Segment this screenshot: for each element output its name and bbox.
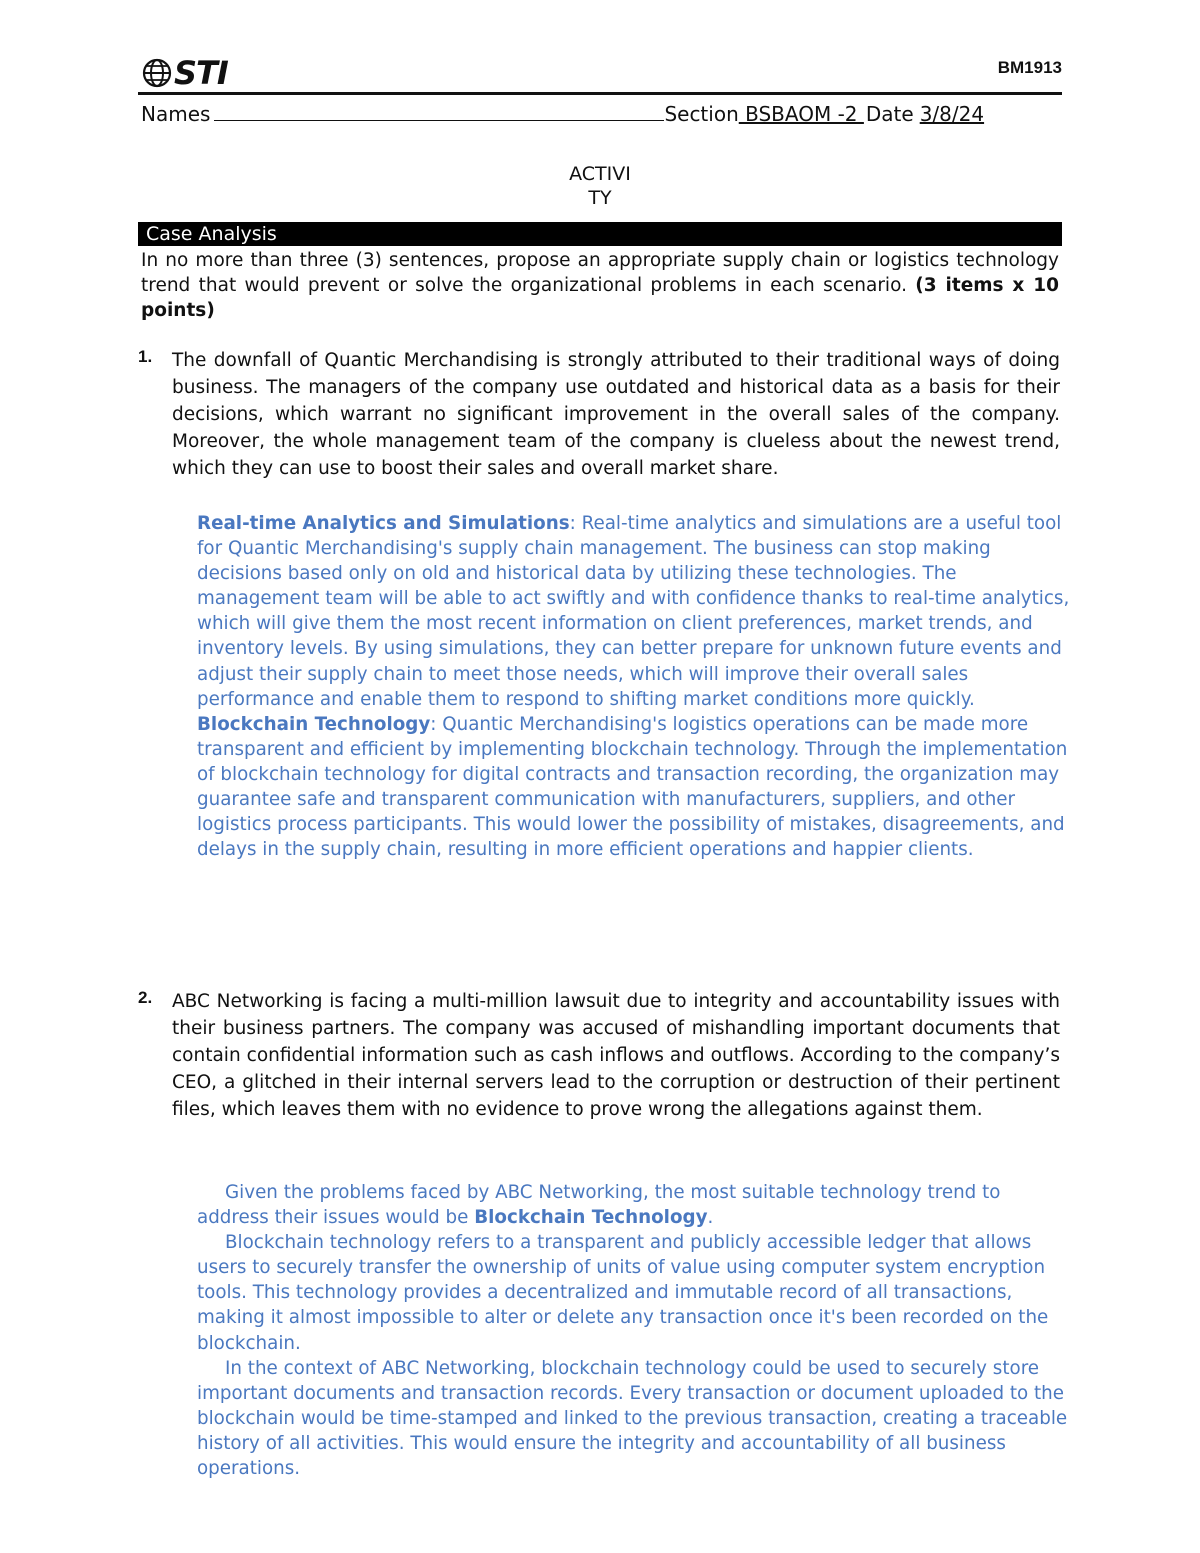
date-value: 3/8/24 [919, 102, 985, 126]
logo-text: STI [174, 54, 228, 92]
question-item-2 [138, 988, 1060, 1123]
question-text: ABC Networking is facing a multi-million lawsuit due to integrity and accountability issues with their business partners. The company was accused of mishandling important documents that contain confidential information such as cash inflows and outflows. According to the company’s CEO, a glitched in their internal servers lead to the corruption or destruction of their pertinent files, which leaves them with no evidence to prove wrong the allegations against them. [172, 991, 1060, 1120]
section-value: BSBAOM -2 [738, 102, 864, 126]
question-number: 1. [138, 347, 153, 366]
answer-text: : Real-time analytics and simulations are a useful tool for Quantic Merchandising's supply chain management. The business can stop making decisions based only on old and historical data by utilizing these technologies. The management team will be able to act swiftly and with confidence thanks to real-time analytics, which will give them the most recent information on client preferences, market trends, and inventory levels. By using simulations, they can better prepare for unknown future events and adjust their supply chain to meet those needs, which will improve their overall sales performance and enable them to respond to shifting market conditions more quickly. [197, 513, 1070, 710]
date-label: Date [865, 102, 914, 126]
answer-2 [197, 1180, 1072, 1481]
question-text: The downfall of Quantic Merchandising is strongly attributed to their traditional ways of doing business. The managers of the company use outdated and historical data as a basis for their decisions, which warrant no significant improvement in the overall sales of the company. Moreover, the whole management team of the company is clueless about the newest trend, which they can use to boost their sales and overall market share. [172, 350, 1060, 479]
answer-paragraph [197, 1180, 1072, 1230]
answer-heading: Blockchain Technology [197, 713, 431, 735]
sti-logo [142, 54, 228, 92]
answer-1 [197, 511, 1072, 862]
question-item-1 [138, 347, 1060, 482]
answer-text: Given the problems faced by ABC Networking, the most suitable technology trend to address their issues would be [197, 1182, 1001, 1229]
instructions-text: In no more than three (3) sentences, propose an appropriate supply chain or logistics technology trend that would prevent or solve the organizational problems in each scenario. [141, 250, 1059, 296]
globe-icon [142, 58, 172, 88]
section-label: Section [664, 102, 739, 126]
answer-text: : Quantic Merchandising's logistics operations can be made more transparent and efficient by implementing blockchain technology. Through the implementation of blockchain technology for digital contracts and transaction recording, the organization may guarantee safe and transparent communication with manufacturers, suppliers, and other logistics process participants. This would lower the possibility of mistakes, disagreements, and delays in the supply chain, resulting in more efficient operations and happier clients. [197, 713, 1068, 861]
answer-heading: Real-time Analytics and Simulations [197, 513, 570, 534]
activity-title-line2: TY [588, 187, 612, 209]
answer-highlight: Blockchain Technology [474, 1207, 708, 1229]
case-analysis-label: Case Analysis [146, 223, 277, 245]
answer-text-end: . [707, 1207, 714, 1229]
answer-paragraph [197, 1230, 1072, 1355]
question-number: 2. [138, 988, 153, 1007]
header-divider [138, 92, 1062, 95]
student-info-line [141, 102, 1073, 126]
answer-paragraph [197, 712, 1072, 863]
activity-title [0, 162, 1200, 210]
answer-text: Blockchain technology refers to a transparent and publicly accessible ledger that allows users to securely transfer the ownership of units of value using computer system encryption tools. This technology provides a decentralized and immutable record of all transactions, making it almost impossible to alter or delete any transaction once it's been recorded on the blockchain. [197, 1232, 1049, 1354]
activity-title-line1: ACTIVI [569, 163, 631, 185]
answer-paragraph [197, 511, 1072, 712]
case-analysis-bar [138, 222, 1062, 246]
names-label: Names [141, 102, 211, 126]
document-code: BM1913 [997, 58, 1062, 77]
instructions [141, 248, 1059, 323]
points-note: (3 items x 10 points) [141, 275, 1059, 321]
answer-paragraph [197, 1356, 1072, 1481]
names-blank [214, 102, 664, 121]
answer-text: In the context of ABC Networking, blockchain technology could be used to securely store important documents and transaction records. Every transaction or document uploaded to the blockchain would be time-stamped and linked to the previous transaction, creating a traceable history of all activities. This would ensure the integrity and accountability of all business operations. [197, 1357, 1068, 1480]
